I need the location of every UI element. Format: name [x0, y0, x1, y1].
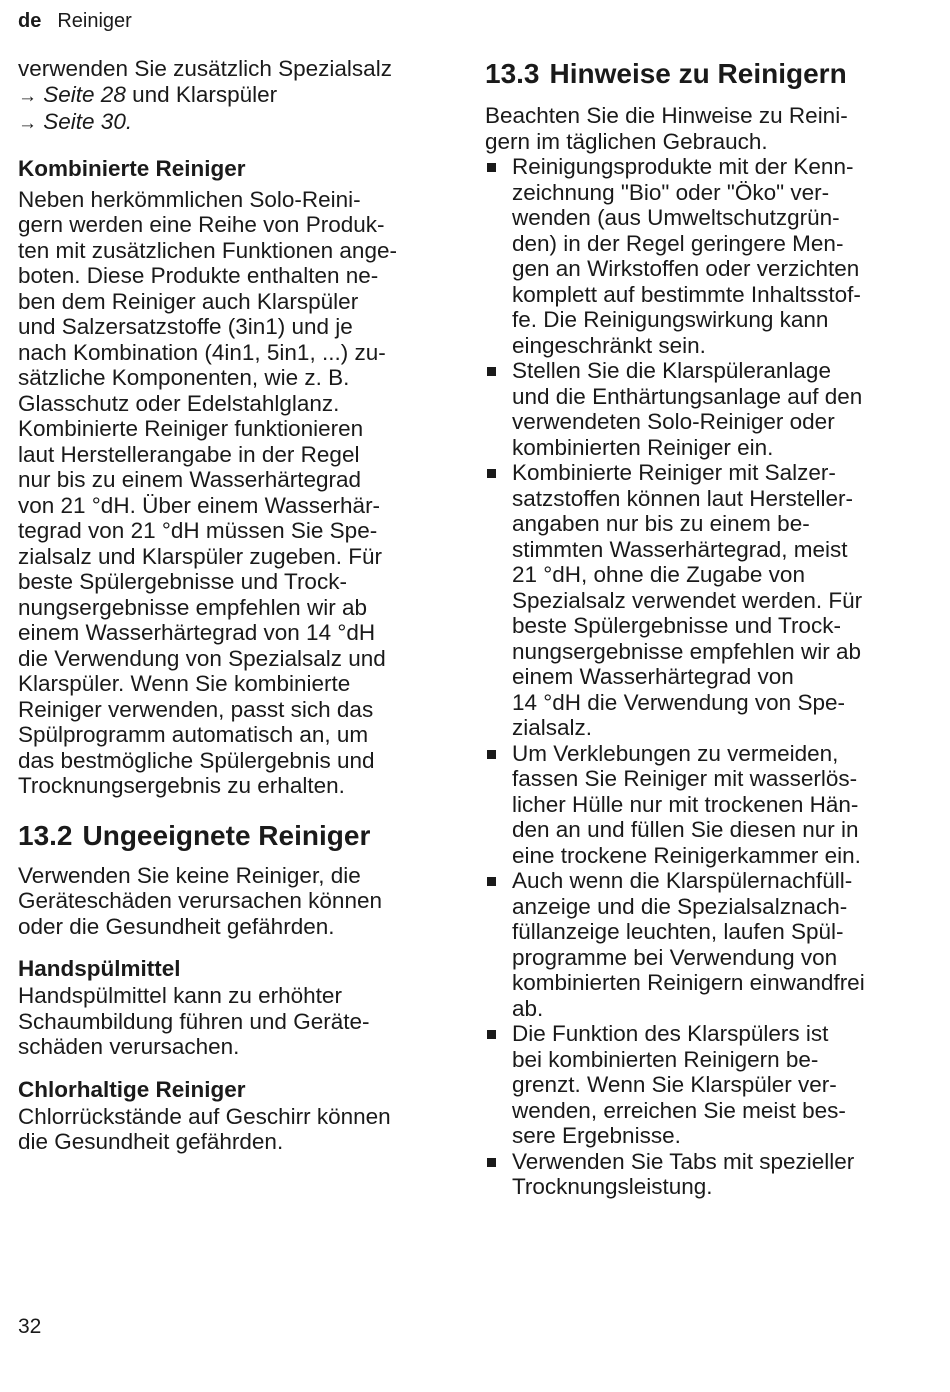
text-line: beste Spülergebnisse und Trock-: [512, 613, 841, 638]
text-line: Schaumbildung führen und Geräte-: [18, 1008, 370, 1034]
text-line: Klarspüler. Wenn Sie kombinierte: [18, 671, 351, 696]
text-line: boten. Diese Produkte enthalten ne-: [18, 263, 379, 288]
paragraph-handspuelmittel: [18, 983, 458, 1060]
text-line: Die Funktion des Klarspülers ist: [512, 1021, 829, 1046]
text-line: Verwenden Sie Tabs mit spezieller: [512, 1148, 855, 1174]
text-line: den) in der Regel geringere Men-: [512, 230, 844, 256]
text-line: Trocknungsleistung.: [512, 1174, 713, 1199]
text-line: angaben nur bis zu einem be-: [512, 511, 810, 536]
text-line: Handspülmittel kann zu erhöhter: [18, 983, 342, 1008]
square-bullet-icon: [487, 1030, 496, 1039]
text-line: Neben herkömmlichen Solo-Reini-: [18, 186, 361, 212]
text-line: Beachten Sie die Hinweise zu Reini-: [485, 103, 848, 128]
list-item: [485, 868, 915, 1021]
text-line: wenden, erreichen Sie meist bes-: [512, 1097, 846, 1123]
text-line: eingeschränkt sein.: [512, 332, 706, 358]
left-column: [18, 56, 458, 1155]
intro-line: verwenden Sie zusätzlich Spezialsalz: [18, 56, 392, 81]
text-line: von 21 °dH. Über einem Wasserhär-: [18, 492, 381, 518]
text-line: programme bei Verwendung von: [512, 944, 838, 970]
text-line: wenden (aus Umweltschutzgrün-: [512, 205, 840, 230]
heading-chlorhaltige-reiniger: Chlorhaltige Reiniger: [18, 1076, 246, 1102]
text-line: zialsalz.: [512, 715, 593, 740]
text-line: ben dem Reiniger auch Klarspüler: [18, 288, 359, 314]
section-number: 13.3: [485, 58, 540, 89]
arrow-right-icon: →: [18, 113, 37, 134]
heading-handspuelmittel: Handspülmittel: [18, 956, 181, 981]
text-line: anzeige und die Spezialsalznach-: [512, 893, 848, 919]
text-line: zialsalz und Klarspüler zugeben. Für: [18, 543, 382, 569]
xref-link-seite-30[interactable]: Seite 30: [43, 109, 126, 134]
square-bullet-icon: [487, 367, 496, 376]
text-line: stimmten Wasserhärtegrad, meist: [512, 536, 848, 562]
text-line: Chlorrückstände auf Geschirr können: [18, 1103, 391, 1129]
section-heading-13-2: [18, 819, 458, 853]
text-line: füllanzeige leuchten, laufen Spül-: [512, 919, 844, 944]
header-section: Reiniger: [57, 10, 132, 32]
text-line: eine trockene Reinigerkammer ein.: [512, 842, 861, 868]
list-item: [485, 1149, 915, 1200]
text-line: tegrad von 21 °dH müssen Sie Spe-: [18, 518, 378, 543]
text-line: beste Spülergebnisse und Trock-: [18, 569, 347, 594]
xref-suffix: .: [125, 109, 133, 134]
section-number: 13.2: [18, 819, 73, 851]
text-line: Reiniger verwenden, passt sich das: [18, 696, 374, 722]
text-line: gen an Wirkstoffen oder verzichten: [512, 256, 860, 281]
text-line: Verwenden Sie keine Reiniger, die: [18, 862, 361, 888]
language-code: de: [18, 10, 42, 32]
square-bullet-icon: [487, 469, 496, 478]
text-line: Trocknungsergebnis zu erhalten.: [18, 773, 345, 798]
text-line: die Gesundheit gefährden.: [18, 1129, 284, 1154]
right-column: [485, 56, 915, 1200]
text-line: zeichnung "Bio" oder "Öko" ver-: [512, 179, 830, 205]
page-header: [18, 8, 132, 34]
text-line: sätzliche Komponenten, wie z. B.: [18, 365, 350, 390]
text-line: 14 °dH die Verwendung von Spe-: [512, 689, 845, 715]
list-item: [485, 154, 915, 358]
text-line: nungsergebnisse empfehlen wir ab: [512, 638, 861, 664]
text-line: einem Wasserhärtegrad von: [512, 664, 794, 689]
paragraph-hinweise-intro: [485, 103, 915, 154]
square-bullet-icon: [487, 163, 496, 172]
text-line: gern im täglichen Gebrauch.: [485, 128, 768, 154]
page-number: 32: [18, 1315, 42, 1338]
text-line: Spezialsalz verwendet werden. Für: [512, 587, 863, 613]
text-line: 21 °dH, ohne die Zugabe von: [512, 562, 805, 587]
hinweise-list: [485, 154, 915, 1200]
text-line: einem Wasserhärtegrad von 14 °dH: [18, 620, 376, 645]
xref-line-1: [18, 82, 458, 110]
text-line: Spülprogramm automatisch an, um: [18, 722, 369, 747]
text-line: grenzt. Wenn Sie Klarspüler ver-: [512, 1072, 837, 1097]
text-line: Geräteschäden verursachen können: [18, 888, 382, 913]
text-line: den an und füllen Sie diesen nur in: [512, 817, 859, 842]
text-line: satzstoffen können laut Hersteller-: [512, 485, 854, 511]
text-line: die Verwendung von Spezialsalz und: [18, 645, 386, 671]
text-line: Kombinierte Reiniger mit Salzer-: [512, 460, 836, 485]
list-item: [485, 460, 915, 741]
square-bullet-icon: [487, 1158, 496, 1167]
list-item: [485, 358, 915, 460]
text-line: Reinigungsprodukte mit der Kenn-: [512, 154, 854, 179]
text-line: bei kombinierten Reinigern be-: [512, 1046, 819, 1072]
text-line: Kombinierte Reiniger funktionieren: [18, 416, 364, 441]
text-line: licher Hülle nur mit trockenen Hän-: [512, 791, 859, 817]
text-line: nur bis zu einem Wasserhärtegrad: [18, 467, 362, 492]
text-line: sere Ergebnisse.: [512, 1123, 681, 1148]
text-line: Um Verklebungen zu vermeiden,: [512, 740, 839, 766]
paragraph-ungeeignete-reiniger: [18, 863, 458, 940]
paragraph-kombinierte-reiniger: [18, 187, 458, 799]
text-line: verwendeten Solo-Reiniger oder: [512, 409, 835, 434]
text-line: und Salzersatzstoffe (3in1) und je: [18, 314, 353, 339]
text-line: Glasschutz oder Edelstahlglanz.: [18, 390, 340, 416]
section-heading-13-3: [485, 57, 915, 91]
xref-suffix: und Klarspüler: [125, 81, 278, 107]
text-line: nungsergebnisse empfehlen wir ab: [18, 594, 367, 620]
heading-kombinierte-reiniger: Kombinierte Reiniger: [18, 155, 246, 181]
section-title: Hinweise zu Reinigern: [549, 58, 847, 89]
text-line: Stellen Sie die Klarspüleranlage: [512, 358, 831, 383]
text-line: schäden verursachen.: [18, 1034, 240, 1059]
list-item: [485, 741, 915, 869]
text-line: Auch wenn die Klarspülernachfüll-: [512, 868, 853, 893]
arrow-right-icon: →: [18, 85, 37, 107]
text-line: komplett auf bestimmte Inhaltsstof-: [512, 281, 861, 307]
text-line: laut Herstellerangabe in der Regel: [18, 441, 360, 467]
text-line: und die Enthärtungsanlage auf den: [512, 383, 863, 409]
text-line: kombinierten Reiniger ein.: [512, 434, 774, 460]
text-line: oder die Gesundheit gefährden.: [18, 913, 335, 939]
text-line: das bestmögliche Spülergebnis und: [18, 747, 375, 773]
text-line: fassen Sie Reiniger mit wasserlös-: [512, 766, 858, 791]
text-line: ab.: [512, 995, 544, 1021]
square-bullet-icon: [487, 877, 496, 886]
section-title: Ungeeignete Reiniger: [82, 819, 371, 851]
paragraph-chlorhaltige-reiniger: [18, 1104, 458, 1155]
text-line: gern werden eine Reihe von Produk-: [18, 212, 385, 237]
list-item: [485, 1021, 915, 1149]
text-line: fe. Die Reinigungswirkung kann: [512, 307, 829, 332]
xref-line-2: [18, 109, 458, 137]
text-line: ten mit zusätzlichen Funktionen ange-: [18, 237, 397, 263]
square-bullet-icon: [487, 750, 496, 759]
xref-link-seite-28[interactable]: Seite 28: [43, 81, 126, 107]
text-line: kombinierten Reinigern einwandfrei: [512, 970, 865, 995]
text-line: nach Kombination (4in1, 5in1, ...) zu-: [18, 339, 386, 365]
